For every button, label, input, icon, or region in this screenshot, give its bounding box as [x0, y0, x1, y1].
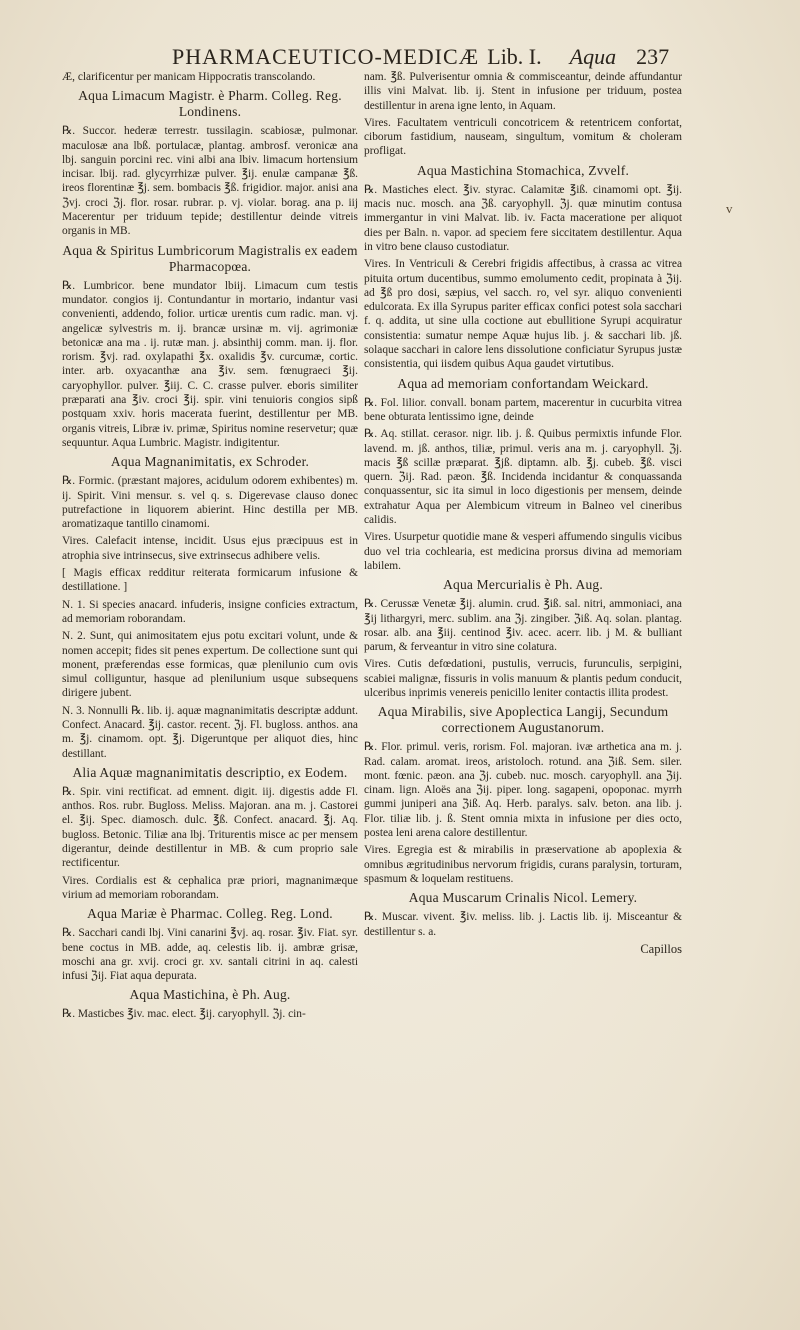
- running-title: PHARMACEUTICO-MEDICÆ: [172, 44, 480, 69]
- section-heading: Aqua ad memoriam confortandam Weickard.: [397, 375, 649, 391]
- paragraph: [ Magis efficax redditur reiterata formicarum infusione & destillatione. ]: [62, 567, 358, 594]
- paragraph: Vires. Calefacit intense, incidit. Usus ejus præcipuus est in atrophia sive intrinsecus, sive extrinsecus adhibere velis.: [62, 535, 358, 562]
- paragraph: Vires. Cutis defœdationi, pustulis, verrucis, furunculis, serpigini, scabiei malignæ, fissuris in volis manuum & plantis pedum conducit, ulceribus inprimis venereis penicillo leniter contactis illita prodest.: [364, 658, 682, 699]
- section-heading: Alia Aquæ magnanimitatis descriptio, ex Eodem.: [72, 764, 348, 780]
- section-heading: Aqua Mirabilis, sive Apoplectica Langij, Secundum correctionem Augustanorum.: [377, 704, 669, 736]
- section-heading: Aqua Magnanimitatis, ex Schroder.: [110, 454, 310, 470]
- paragraph: N. 3. Nonnulli ℞. lib. ij. aquæ magnanimitatis descriptæ addunt. Confect. Anacard. ℥ij. castor. recent. ℨj. Fl. bugloss. anthos. ana m. ℥j. cinamom. opt. ℥j. Digeruntque per aliquot dies, hinc destillant.: [62, 704, 358, 760]
- section-heading: Aqua Mastichina Stomachica, Zvvelf.: [416, 162, 630, 178]
- section-heading: Aqua & Spiritus Lumbricorum Magistralis ex eadem Pharmacopœa.: [62, 242, 358, 274]
- paragraph: Vires. Usurpetur quotidie mane & vesperi affumendo singulis vicibus duo vel tria cochlearia, est medicina prorsus divina ad memoriam labilem.: [364, 531, 682, 572]
- section-heading: Aqua Mercurialis è Ph. Aug.: [443, 577, 603, 593]
- page-number: 237: [636, 44, 670, 69]
- paragraph: N. 1. Si species anacard. infuderis, insigne conficies extractum, ad memoriam roborandam.: [62, 598, 358, 625]
- paragraph: ℞. Formic. (præstant majores, acidulum odorem exhibentes) m. ij. Spirit. Vini mensur. s. vel q. s. Digerevase clauso donec putrefactione in liquorem abierint. Hinc destilla per MB. aromatizaque tantillo cinamomi.: [62, 475, 358, 531]
- paragraph: Æ, clarificentur per manicam Hippocratis transcolando.: [62, 71, 316, 83]
- book-number: Lib. I.: [487, 44, 542, 69]
- paragraph: N. 2. Sunt, qui animositatem ejus potu excitari volunt, unde & nomen accepit; fides sit penes expertum. De collectione sunt qui monent, præferendas esse formicas, quæ plenilunio cum ovis simul colliguntur, hasque ad plenilunium usque subsequens dirigere jubent.: [62, 630, 358, 700]
- paragraph: Vires. Egregia est & mirabilis in præservatione ab apoplexia & omnibus ægritudinibus nervorum frigidis, curans paralysin, torturam, spasmum & loquelam restituens.: [364, 844, 682, 885]
- paragraph: Vires. Cordialis est & cephalica præ priori, magnanimæque virium ad memoriam roborandam.: [62, 874, 358, 901]
- right-column: [364, 70, 682, 1310]
- section-heading: Aqua Mastichina, è Ph. Aug.: [129, 987, 291, 1003]
- left-column: [62, 70, 358, 1310]
- paragraph: ℞. Muscar. vivent. ℥iv. meliss. lib. j. Lactis lib. ij. Misceantur & destillentur s. a.: [364, 911, 682, 938]
- paragraph: ℞. Masticbes ℥iv. mac. elect. ℥ij. caryophyll. ℨj. cin-: [62, 1008, 306, 1021]
- paragraph: ℞. Sacchari candi lbj. Vini canarini ℥vj. aq. rosar. ℥iv. Fiat. syr. bene coctus in MB. adde, aq. celestis lib. ij. ambræ grisæ, moschi ana gr. xvij. croci gr. xv. santali citrini in aq. calesti infusi ℨij. Fiat aqua depurata.: [62, 927, 358, 983]
- catch-heading: Aqua: [569, 44, 617, 69]
- section-heading: Aqua Muscarum Crinalis Nicol. Lemery.: [408, 890, 638, 906]
- paragraph: ℞. Fol. lilior. convall. bonam partem, macerentur in cucurbita vitrea bene obturata lentissimo igne, deinde: [364, 396, 682, 423]
- paragraph: ℞. Succor. hederæ terrestr. tussilagin. scabiosæ, pulmonar. maculosæ ana lbß. portulacæ, plantag. ambrosf. veronicæ ana lbj. sanguin porcini rec. vini albi ana lbiv. limacum hortensium incisar. lbij. rad. glycyrrhizæ pulver. ℥ij. enulæ campanæ ℥ß. ireos florentinæ ℥j. sem. bombacis ℥ß. frigidior. major. anisi ana ℨvj. croci ℨj. flor. rosar. rubrar. p. vj. violar. borag. ana p. iij Macerentur per triduum tepide; destillentur deinde vitreis organis in MB.: [62, 125, 358, 238]
- catchword: Capillos: [640, 941, 682, 956]
- right-column-body: [364, 70, 682, 939]
- paragraph: ℞. Flor. primul. veris, rorism. Fol. majoran. ivæ arthetica ana m. j. Rad. calam. aromat. ireos, aristoloch. rotund. ana ℨiß. Sem. siler. mont. fœnic. pæon. ana ℨj. cubeb. nuc. mosch. caryophyll. ana ℨij. cinam. lign. Aloës ana ℨij. piper. long. sagapeni, opoponac. myrrh gummi juniperi ana ℨiß. Aq. Herb. paralys. salv. beton. ana lib. j. Flor. tiliæ lib. j. ß. Stent omnia mixta in infusione per dies octo, postea leni arena calore destillentur.: [364, 741, 682, 840]
- paragraph: ℞. Cerussæ Venetæ ℥ij. alumin. crud. ℥iß. sal. nitri, ammoniaci, ana ℥ij lithargyri, merc. sublim. ana ℨj. zingiber. ℨiß. Aq. solan. plantag. rosar. alb. ana ℥iij. centinod ℥iv. acec. acerr. lib. j M. & bulliant parum, & ferveantur in vitro sine colatura.: [364, 598, 682, 654]
- section-heading: Aqua Limacum Magistr. è Pharm. Colleg. Reg. Londinens.: [78, 88, 342, 120]
- paragraph: ℞. Lumbricor. bene mundator lbiij. Limacum cum testis mundator. congios ij. Contundantur in mortario, indantur vasi convenienti, addendo, folior. urticæ urentis cum radic. man. vj. angelicæ sylvestris m. ij. brancæ ursinæ m. vij. agrimoniæ betonicæ ana ma . ij. rutæ man. j. absinthij comm. man. ij. flor. rorism. ℥vj. rad. oxylapathi ℥x. oxalidis ℥v. curcumæ, cortic. inter. arb. oxyacanthæ ana ℥iv. sem. fœnugraeci ℥ij. caryophyllor. pulver. ℥iij. C. C. crasse pulver. eboris similiter præparati ana ℥iv. croci ℥ij. spir. vini tenuioris congios sipß postquam xxiv. horis macerata fuerint, destillentur per MB. organis vitreis, Libræ iv. primæ, Spiritus nomine reservetur; quæ sequuntur. Aqua Lumbric. Magistr. indigitentur.: [62, 279, 358, 449]
- page-header: [172, 44, 780, 70]
- paragraph: Vires. In Ventriculi & Cerebri frigidis affectibus, à crassa ac vitrea pituita ortum ducentibus, summo emolumento cedit, propinata à ℨij. ad ℥ß pro dosi, sæpius, vel sacch. ro, vel syr. aliquo convenienti edulcorata. Ex illa Syrupus pariter efficax confici potest sola sacchari f. q. addita, ut sine ulla coctione aut ebullitione Syrupi acquiratur consistentia: sumatur nempe Aquæ hujus lib. j. & sacchari lib. jß. solaque sacchari in calore lens dissolutione conficiatur Syrupus justæ consistentia, qui iisdem quibus Aqua gaudet virtutibus.: [364, 258, 682, 371]
- margin-mark: v: [726, 201, 733, 216]
- paragraph: ℞. Mastiches elect. ℥iv. styrac. Calamitæ ℥iß. cinamomi opt. ℥ij. macis nuc. mosch. ana ℨß. caryophyll. ℨj. quæ minutim contusa immergantur in vini Malvat. lib. iv. Facta maceratione per aliquot dies per Baln. n. vapor. ad speciem fere siccitatem destillentur. Aqua in vitro bene clauso custodiatur.: [364, 183, 682, 253]
- paragraph: ℞. Spir. vini rectificat. ad emnent. digit. iij. digestis adde Fl. anthos. Ros. rubr. Bugloss. Meliss. Majoran. ana m. j. Castorei el. ℥ij. Spec. diamosch. dulc. ℥ß. Confect. anacard. ℥j. Aq. bugloss. Betonic. Tiliæ ana lbj. Triturentis misce ac per mensem digerantur, deinde destillentur in MB. & cum proprio sale rectificentur.: [62, 785, 358, 870]
- paragraph: nam. ℥ß. Pulverisentur omnia & commisceantur, deinde affundantur illis vini Malvat. lib. ij. Stent in infusione per triduum, postea destillentur in arena igne lento, in Aquam.: [364, 71, 682, 112]
- paragraph: ℞. Aq. stillat. cerasor. nigr. lib. j. ß. Quibus permixtis infunde Flor. lavend. m. jß. anthos, tiliæ, primul. veris ana m. j. caryophyll. ℨj. macis ℥ß scillæ præparat. ℥jß. diptamn. alb. ℥j. cubeb. ℥ß. visci quern. ℨij. Rad. pæon. ℥ß. Incidenda incidantur & conquassanda conquassentur, sic ita simul in loco digestionis per mensem, deinde extrahatur Aqua per Alembicum vitreum in Balneo vel cineribus calidis.: [364, 428, 682, 527]
- section-heading: Aqua Mariæ è Pharmac. Colleg. Reg. Lond.: [87, 906, 333, 922]
- paragraph: Vires. Facultatem ventriculi concotricem & retentricem confortat, ciborum fastidium, nauseam, singultum, vomitum & choleram profligat.: [364, 116, 682, 158]
